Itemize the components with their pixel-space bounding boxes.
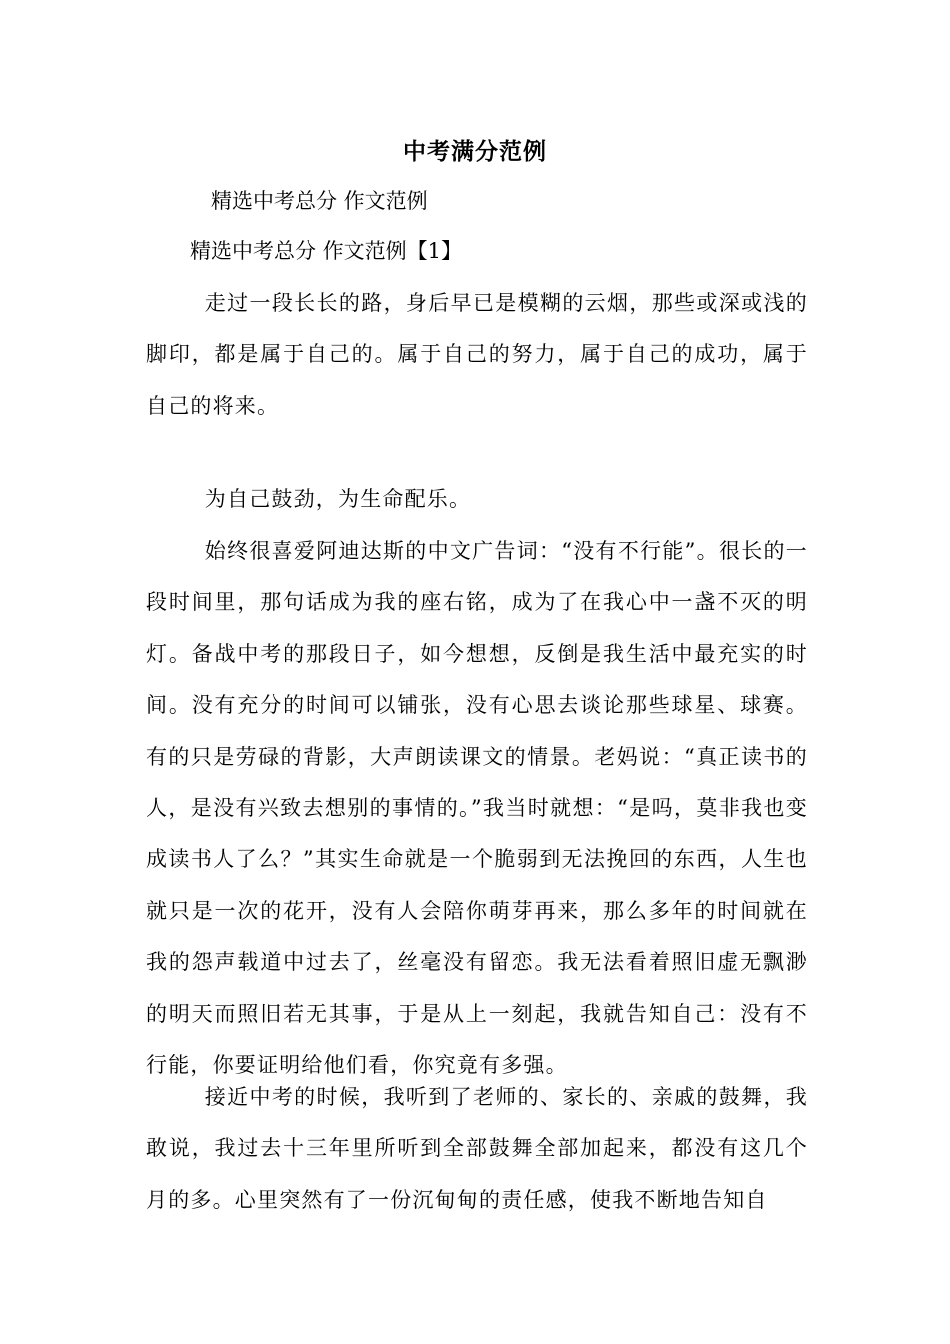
paragraph-3: 始终很喜爱阿迪达斯的中文广告词：“没有不行能”。很长的一段时间里，那句话成为我的座右铭，成为了在我心中一盏不灭的明灯。备战中考的那段日子，如今想想，反倒是我生活中最充实的时间。没有充分的时间可以铺张，没有心思去谈论那些球星、球赛。有的只是劳碌的背影，大声朗读课文的情景。老妈说：“真正读书的人，是没有兴致去想别的事情的。”我当时就想：“是吗，莫非我也变成读书人了么？”其实生命就是一个脆弱到无法挽回的东西，人生也就只是一次的花开，没有人会陪你萌芽再来，那么多年的时间就在我的怨声载道中过去了，丝毫没有留恋。我无法看着照旧虚无飘渺的明天而照旧若无其事，于是从上一刻起，我就告知自己：没有不行能，你要证明给他们看，你究竟有多强。 [146,539,808,1078]
paragraph-1: 走过一段长长的路，身后早已是模糊的云烟，那些或深或浅的脚印，都是属于自己的。属于自己的努力，属于自己的成功，属于自己的将来。 [146,291,808,418]
document-title: 中考满分范例 [403,138,547,165]
document-subtitle: 精选中考总分 作文范例 [211,189,428,213]
paragraph-4: 接近中考的时候，我听到了老师的、家长的、亲戚的鼓舞，我敢说，我过去十三年里所听到全部鼓舞全部加起来，都没有这几个月的多。心里突然有了一份沉甸甸的责任感，使我不断地告知自 [146,1085,808,1212]
paragraph-2: 为自己鼓劲，为生命配乐。 [204,487,472,511]
section-heading: 精选中考总分 作文范例【1】 [190,239,463,263]
